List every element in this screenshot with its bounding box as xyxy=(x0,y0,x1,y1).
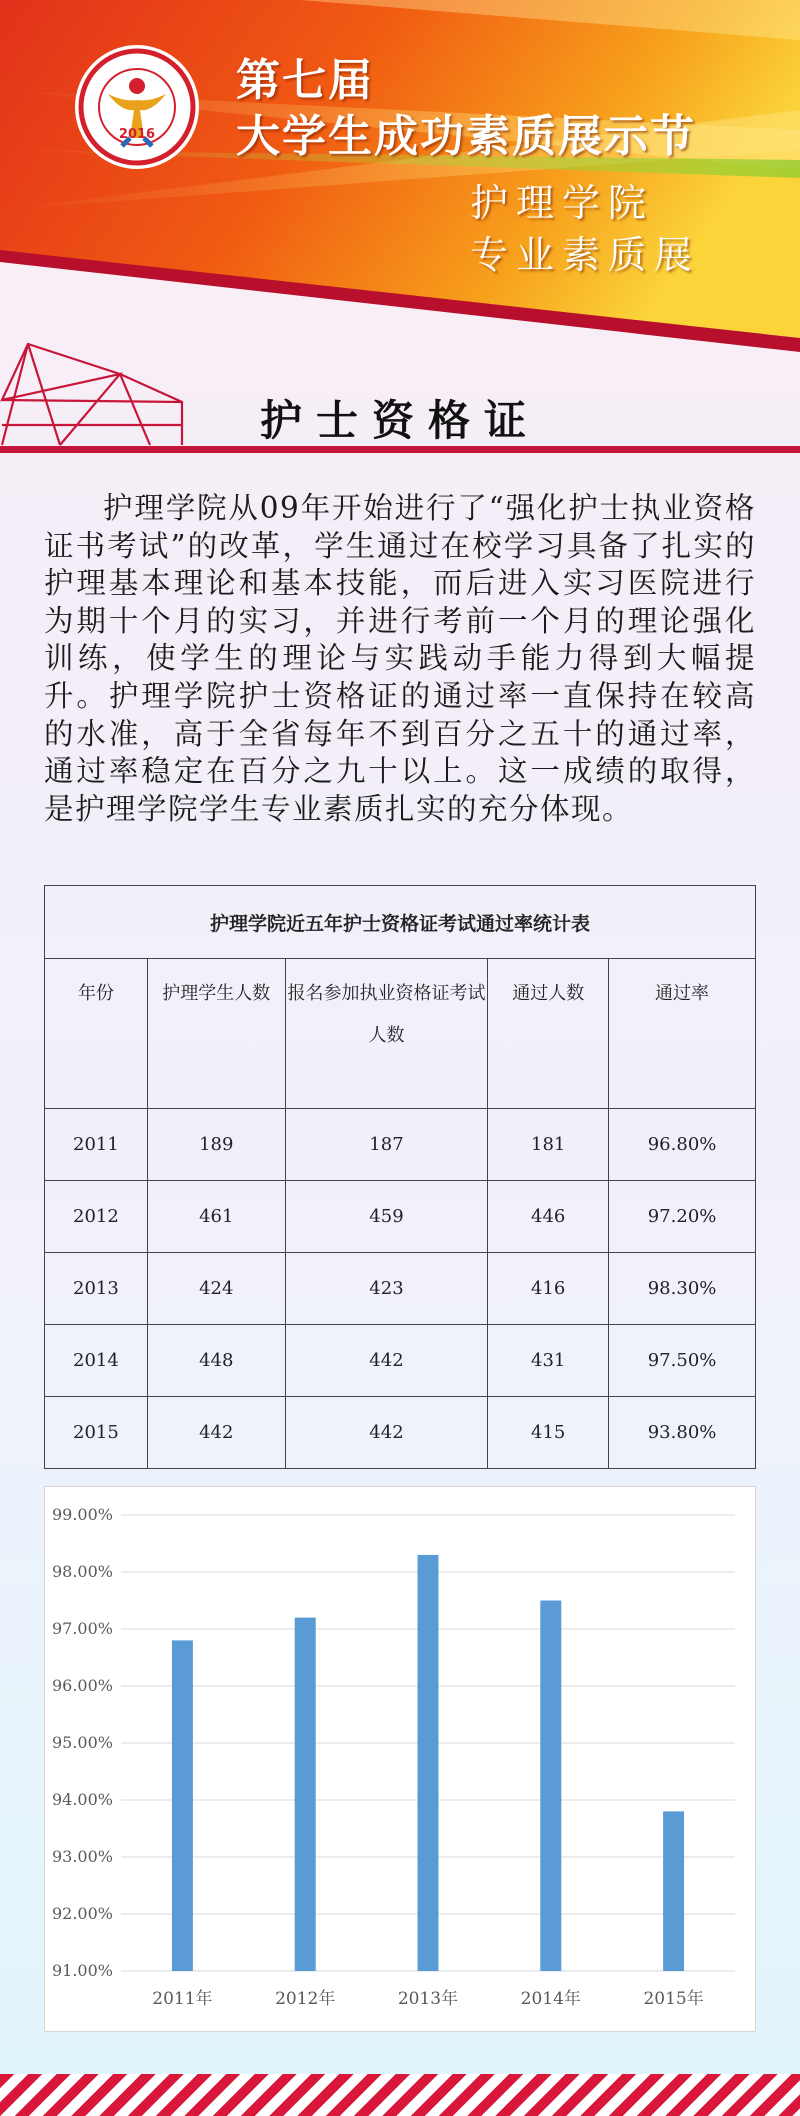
cell-passed: 415 xyxy=(488,1397,609,1469)
cell-pass-rate: 98.30% xyxy=(609,1253,756,1325)
cell-students: 424 xyxy=(147,1253,285,1325)
bottom-stripe-decoration xyxy=(0,2074,800,2116)
y-tick-label: 95.00% xyxy=(51,1733,113,1752)
bar xyxy=(172,1640,193,1971)
x-tick-label: 2015年 xyxy=(643,1989,704,2009)
table-header-row xyxy=(45,959,756,1109)
y-tick-label: 94.00% xyxy=(51,1790,113,1809)
cell-registered: 442 xyxy=(285,1325,488,1397)
cell-year: 2013 xyxy=(45,1253,148,1325)
table-caption: 护理学院近五年护士资格证考试通过率统计表 xyxy=(45,886,756,959)
festival-title: 大学生成功素质展示节 xyxy=(236,111,696,162)
bar xyxy=(418,1555,439,1971)
cell-year: 2015 xyxy=(45,1397,148,1469)
y-tick-label: 92.00% xyxy=(51,1904,113,1923)
bar xyxy=(663,1811,684,1971)
y-tick-label: 98.00% xyxy=(51,1562,113,1581)
cell-passed: 431 xyxy=(488,1325,609,1397)
bar xyxy=(295,1618,316,1971)
cell-passed: 181 xyxy=(488,1109,609,1181)
cell-pass-rate: 97.50% xyxy=(609,1325,756,1397)
cell-registered: 459 xyxy=(285,1181,488,1253)
cell-year: 2012 xyxy=(45,1181,148,1253)
table-row xyxy=(45,1181,756,1253)
pass-rate-table xyxy=(44,885,756,1469)
cell-students: 461 xyxy=(147,1181,285,1253)
y-tick-label: 96.00% xyxy=(51,1676,113,1695)
y-tick-label: 93.00% xyxy=(51,1847,113,1866)
cell-registered: 423 xyxy=(285,1253,488,1325)
cell-year: 2011 xyxy=(45,1109,148,1181)
cell-pass-rate: 93.80% xyxy=(609,1397,756,1469)
y-tick-label: 97.00% xyxy=(51,1619,113,1638)
logo-year: 2016 xyxy=(118,127,156,142)
header-year: 年份 xyxy=(45,959,148,1109)
cell-year: 2014 xyxy=(45,1325,148,1397)
festival-edition: 第七届 xyxy=(236,55,374,106)
cell-students: 189 xyxy=(147,1109,285,1181)
cell-registered: 187 xyxy=(285,1109,488,1181)
x-tick-label: 2014年 xyxy=(520,1989,581,2009)
y-tick-label: 91.00% xyxy=(51,1961,113,1980)
header-pass-rate: 通过率 xyxy=(609,959,756,1109)
table-row xyxy=(45,1325,756,1397)
cell-students: 448 xyxy=(147,1325,285,1397)
cell-pass-rate: 96.80% xyxy=(609,1109,756,1181)
table-row xyxy=(45,1397,756,1469)
table-row xyxy=(45,1109,756,1181)
x-tick-label: 2013年 xyxy=(397,1989,459,2009)
table-caption-row xyxy=(45,886,756,959)
x-tick-label: 2011年 xyxy=(152,1989,213,2009)
intro-paragraph: 护理学院从09年开始进行了“强化护士执业资格证书考试”的改革，学生通过在校学习具备了扎实的护理基本理论和基本技能，而后进入实习医院进行为期十个月的实习，并进行考前一个月的理论强化训练，使学生的理论与实践动手能力得到大幅提升。护理学院护士资格证的通过率一直保持在较高的水准，高于全省每年不到百分之五十的通过率，通过率稳定在百分之九十以上。这一成绩的取得，是护理学院学生专业素质扎实的充分体现。 xyxy=(44,491,756,826)
cell-passed: 446 xyxy=(488,1181,609,1253)
bar xyxy=(540,1601,561,1972)
college-name: 护理学院 xyxy=(470,181,655,225)
pass-rate-chart xyxy=(44,1486,756,2032)
exhibition-name: 专业素质展 xyxy=(470,233,701,277)
header-registered: 报名参加执业资格证考试人数 xyxy=(285,959,488,1109)
header-students: 护理学生人数 xyxy=(147,959,285,1109)
festival-logo xyxy=(72,42,202,172)
table-row xyxy=(45,1253,756,1325)
section-divider xyxy=(0,446,800,453)
chart-svg xyxy=(45,1487,757,2033)
cell-pass-rate: 97.20% xyxy=(609,1181,756,1253)
cell-registered: 442 xyxy=(285,1397,488,1469)
y-tick-label: 99.00% xyxy=(51,1505,113,1524)
section-title: 护士资格证 xyxy=(259,396,540,445)
header-passed: 通过人数 xyxy=(488,959,609,1109)
cell-students: 442 xyxy=(147,1397,285,1469)
x-tick-label: 2012年 xyxy=(275,1989,336,2009)
cell-passed: 416 xyxy=(488,1253,609,1325)
